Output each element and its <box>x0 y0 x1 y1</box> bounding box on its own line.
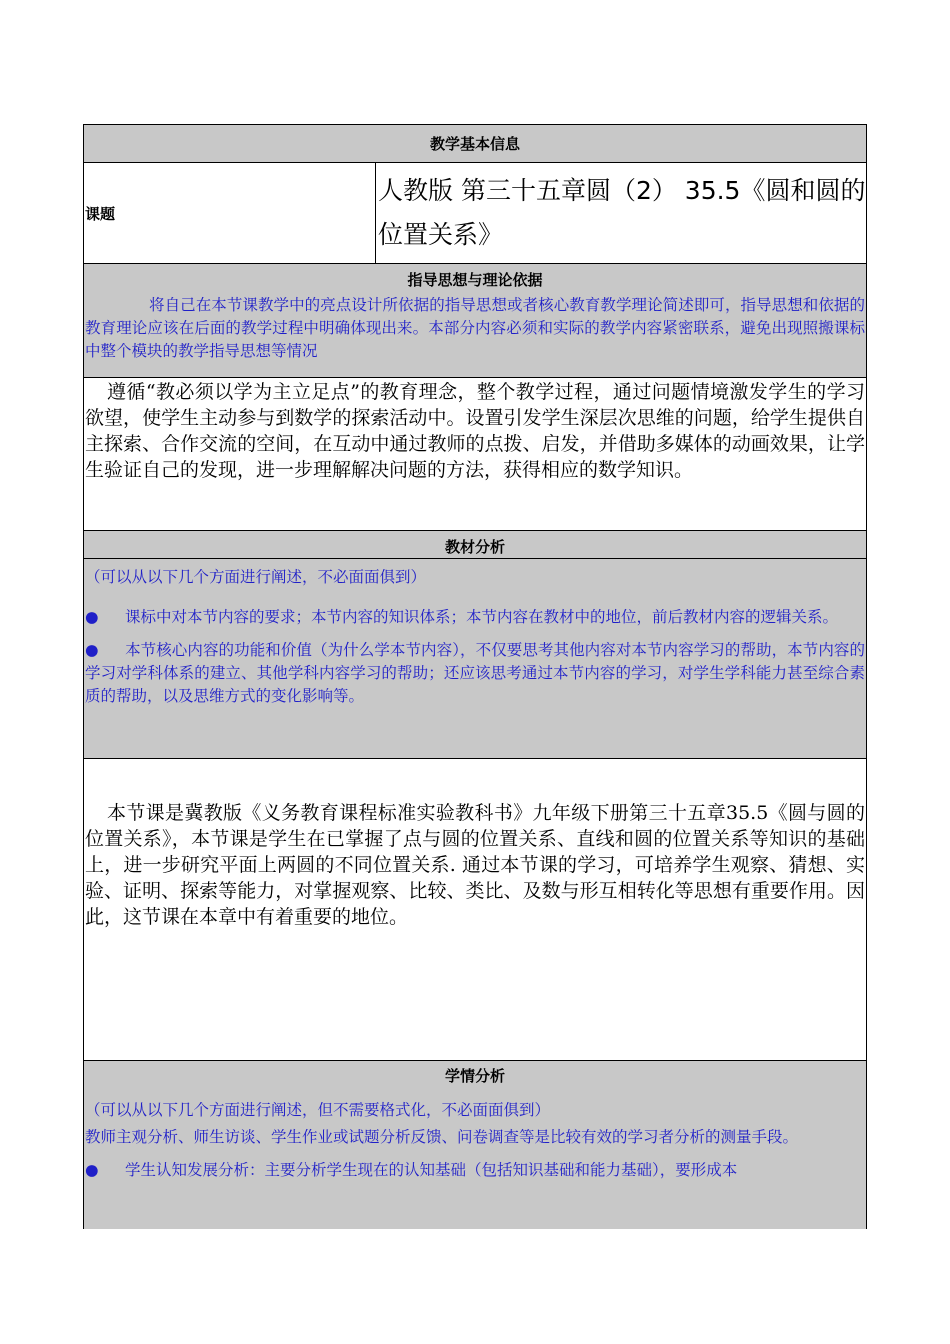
topic-value: 人教版 第三十五章圆（2） 35.5《圆和圆的位置关系》 <box>378 176 866 249</box>
material-bullet-2-text: 本节核心内容的功能和价值（为什么学本节内容），不仅要思考其他内容对本节内容学习的帮助，本节内容的学习对学科体系的建立、其他学科内容学习的帮助；还应该思考通过本节内容的学习，对学生学科能力甚至综合素质的帮助，以及思维方式的变化影响等。 <box>85 641 865 705</box>
guiding-content: 遵循“教必须以学为主立足点”的教育理念，整个教学过程，通过问题情境激发学生的学习欲望，使学生主动参与到数学的探索活动中。设置引发学生深层次思维的问题，给学生提供自主探索、合作交流的空间，在互动中通过教师的点拨、启发，并借助多媒体的动画效果，让学生验证自己的发现，进一步理解解决问题的方法，获得相应的数学知识。 <box>84 378 866 531</box>
material-bullet-1 <box>84 596 866 629</box>
student-bullet-1-text: 学生认知发展分析：主要分析学生现在的认知基础（包括知识基础和能力基础），要形成本 <box>125 1161 738 1179</box>
bullet-dot: ● <box>85 608 99 626</box>
material-note: （可以从以下几个方面进行阐述，不必面面俱到） <box>85 568 427 586</box>
guiding-section <box>84 264 866 378</box>
guiding-header: 指导思想与理论依据 <box>407 271 543 289</box>
guiding-hint: 将自己在本节课教学中的亮点设计所依据的指导思想或者核心教育教学理论简述即可，指导思想和依据的教育理论应该在后面的教学过程中明确体现出来。本部分内容必须和实际的教学内容紧密联系，避免出现照搬课标中整个模块的教学指导思想等情况 <box>85 296 865 360</box>
student-note: （可以从以下几个方面进行阐述，但不需要格式化，不必面面俱到） <box>85 1101 551 1119</box>
basic-info-header: 教学基本信息 <box>84 125 866 163</box>
student-bullet-1 <box>84 1149 866 1182</box>
bullet-dot: ● <box>85 641 99 659</box>
lesson-plan-table <box>83 124 867 1229</box>
student-line: 教师主观分析、师生访谈、学生作业或试题分析反馈、问卷调查等是比较有效的学习者分析的测量手段。 <box>85 1128 799 1146</box>
student-section <box>84 1061 866 1229</box>
bullet-dot: ● <box>85 1161 99 1179</box>
material-section <box>84 531 866 759</box>
material-bullet-1-text: 课标中对本节内容的要求；本节内容的知识体系；本节内容在教材中的地位，前后教材内容的逻辑关系。 <box>125 608 839 626</box>
material-content: 本节课是冀教版《义务教育课程标准实验教科书》九年级下册第三十五章35.5《圆与圆的位置关系》，本节课是学生在已掌握了点与圆的位置关系、直线和圆的位置关系等知识的基础上，进一步研究平面上两圆的不同位置关系. 通过本节课的学习，可培养学生观察、猜想、实验、证明、探索等能力，对掌握观察、比较、类比、及数与形互相转化等思想有重要作用。因此，这节课在本章中有着重要的地位。 <box>84 759 866 1061</box>
material-header: 教材分析 <box>84 531 866 559</box>
topic-row <box>84 163 866 264</box>
topic-label: 课题 <box>84 163 376 263</box>
student-header: 学情分析 <box>444 1067 505 1085</box>
material-bullet-2 <box>84 629 866 708</box>
